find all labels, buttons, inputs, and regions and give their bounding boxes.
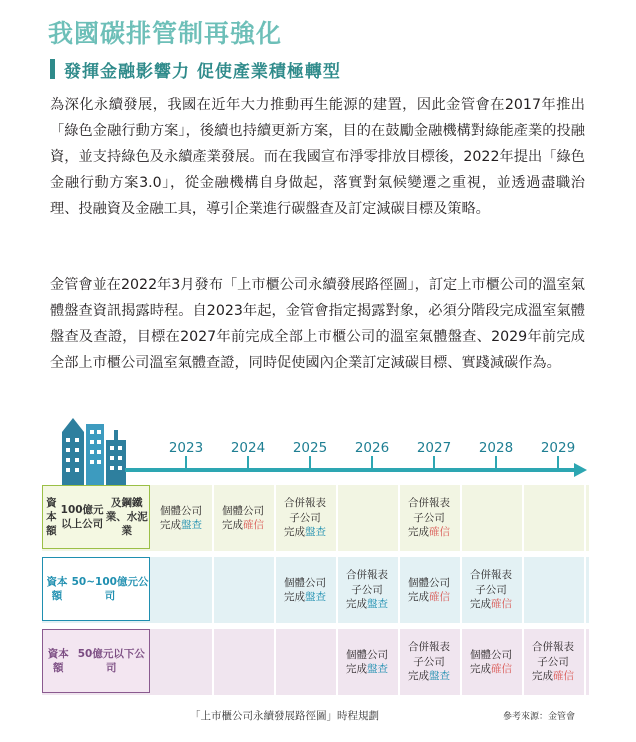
- subtitle-text: 發揮金融影響力 促使產業積極轉型: [64, 61, 341, 82]
- year-tick: [309, 456, 311, 468]
- milestone-text: 子公司: [289, 511, 321, 524]
- row-label-line: 資本額: [46, 576, 68, 602]
- verification-highlight: 確信: [491, 598, 512, 611]
- milestone-cell: [336, 557, 398, 623]
- year-tick: [371, 456, 373, 468]
- milestone-cell: [150, 485, 212, 551]
- milestone-cell: [460, 557, 522, 623]
- timeline-axis: [125, 468, 577, 472]
- column-divider: [212, 557, 214, 623]
- row-label-line: 50~100億元公司: [71, 576, 149, 602]
- milestone-status: 完成盤查: [408, 670, 450, 683]
- inventory-highlight: 盤查: [367, 663, 388, 675]
- column-divider: [274, 629, 276, 695]
- row-label-line: 50億元以下公司: [77, 648, 145, 674]
- year-tick: [557, 456, 559, 468]
- section-subtitle: [50, 58, 341, 80]
- roadmap-timeline: [0, 410, 636, 700]
- inventory-highlight: 盤查: [367, 598, 388, 611]
- milestone-text: 個體公司: [160, 504, 202, 517]
- milestone-cell: [274, 557, 336, 623]
- year-label: 2027: [416, 440, 452, 456]
- milestone-cell: [398, 557, 460, 623]
- column-divider: [522, 485, 524, 551]
- milestone-text: 子公司: [475, 583, 507, 596]
- year-tick: [185, 456, 187, 468]
- building-skyline-icon: [58, 410, 140, 488]
- milestone-cell: [398, 629, 460, 695]
- milestone-status: 完成確信: [408, 526, 450, 539]
- milestone-text: 子公司: [413, 655, 445, 668]
- year-tick: [495, 456, 497, 468]
- column-divider: [584, 485, 586, 551]
- milestone-status: 完成確信: [470, 663, 512, 675]
- milestone-text: 子公司: [537, 655, 569, 668]
- year-tick: [433, 456, 435, 468]
- milestone-cell: [212, 485, 274, 551]
- column-divider: [336, 485, 338, 551]
- year-label: 2029: [540, 440, 576, 456]
- row-label-line: 資本額: [46, 497, 57, 537]
- milestone-text: 合併報表: [470, 569, 512, 582]
- year-label: 2026: [354, 440, 390, 456]
- milestone-text: 個體公司: [222, 504, 264, 517]
- verification-highlight: 確信: [429, 526, 450, 539]
- milestone-text: 合併報表: [346, 569, 388, 582]
- row-label-line: 及鋼鐵業、水泥業: [105, 497, 148, 537]
- row-label-line: 100億元以上公司: [60, 504, 104, 530]
- timeline-arrow: [574, 463, 587, 477]
- milestone-text: 個體公司: [284, 576, 326, 589]
- year-label: 2028: [478, 440, 514, 456]
- row-label: [42, 629, 150, 693]
- verification-highlight: 確信: [491, 663, 512, 675]
- verification-highlight: 確信: [429, 591, 450, 603]
- milestone-cell: [398, 485, 460, 551]
- row-capital-100b-plus: [42, 485, 589, 551]
- column-divider: [522, 557, 524, 623]
- column-divider: [212, 629, 214, 695]
- year-label: 2024: [230, 440, 266, 456]
- milestone-text: 子公司: [413, 511, 445, 524]
- milestone-text: 子公司: [351, 583, 383, 596]
- milestone-text: 個體公司: [408, 576, 450, 589]
- milestone-cell: [274, 485, 336, 551]
- figure-caption: 「上市櫃公司永續發展路徑圖」時程規劃: [190, 710, 379, 722]
- column-divider: [460, 485, 462, 551]
- milestone-text: 個體公司: [470, 648, 512, 661]
- milestone-cell: [460, 629, 522, 695]
- inventory-highlight: 盤查: [305, 526, 326, 539]
- inventory-highlight: 盤查: [181, 519, 202, 531]
- paragraph-1: 為深化永續發展，我國在近年大力推動再生能源的建置，因此金管會在2017年推出「綠色金融行動方案」，後續也持續更新方案，目的在鼓勵金融機構對綠能產業的投融資，並支持綠色及永續產業發展。而在我國宣布淨零排放目標後，2022年提出「綠色金融行動方案3.0」，從金融機構自身做起，落實對氣候變遷之重視，並透過盡職治理、投融資及金融工具，導引企業進行碳盤查及訂定減碳目標及策略。: [50, 97, 585, 217]
- paragraph-2: 金管會並在2022年3月發布「上市櫃公司永續發展路徑圖」，訂定上市櫃公司的溫室氣體盤查資訊揭露時程。自2023年起，金管會指定揭露對象，必須分階段完成溫室氣體盤查及查證，目標在2027年前完成全部上市櫃公司的溫室氣體盤查、2029年前完成全部上市櫃公司溫室氣體查證，同時促使國內企業訂定減碳目標、實踐減碳作為。: [50, 277, 585, 371]
- year-label: 2023: [168, 440, 204, 456]
- row-capital-under-50b: [42, 629, 589, 695]
- milestone-status: 完成盤查: [346, 598, 388, 611]
- verification-highlight: 確信: [243, 519, 264, 531]
- year-label: 2025: [292, 440, 328, 456]
- milestone-text: 合併報表: [532, 641, 574, 654]
- milestone-status: 完成盤查: [160, 519, 202, 531]
- row-label-line: 資本額: [47, 648, 69, 674]
- row-capital-50-100b: [42, 557, 589, 623]
- milestone-cell: [522, 629, 584, 695]
- milestone-text: 合併報表: [408, 641, 450, 654]
- column-divider: [584, 557, 586, 623]
- source-note: 參考來源：金管會: [503, 712, 576, 722]
- milestone-status: 完成確信: [408, 591, 450, 603]
- row-label: [42, 557, 150, 621]
- milestone-status: 完成確信: [222, 519, 264, 531]
- milestone-text: 個體公司: [346, 648, 388, 661]
- milestone-status: 完成盤查: [346, 663, 388, 675]
- year-tick: [247, 456, 249, 468]
- row-label: [42, 485, 150, 549]
- milestone-text: 合併報表: [408, 497, 450, 510]
- verification-highlight: 確信: [553, 670, 574, 683]
- milestone-status: 完成盤查: [284, 526, 326, 539]
- page-title: 我國碳排管制再強化: [48, 19, 283, 48]
- inventory-highlight: 盤查: [305, 591, 326, 603]
- milestone-text: 合併報表: [284, 497, 326, 510]
- milestone-status: 完成盤查: [284, 591, 326, 603]
- subtitle-bar: [50, 59, 55, 79]
- milestone-cell: [336, 629, 398, 695]
- inventory-highlight: 盤查: [429, 670, 450, 683]
- milestone-status: 完成確信: [532, 670, 574, 683]
- column-divider: [584, 629, 586, 695]
- milestone-status: 完成確信: [470, 598, 512, 611]
